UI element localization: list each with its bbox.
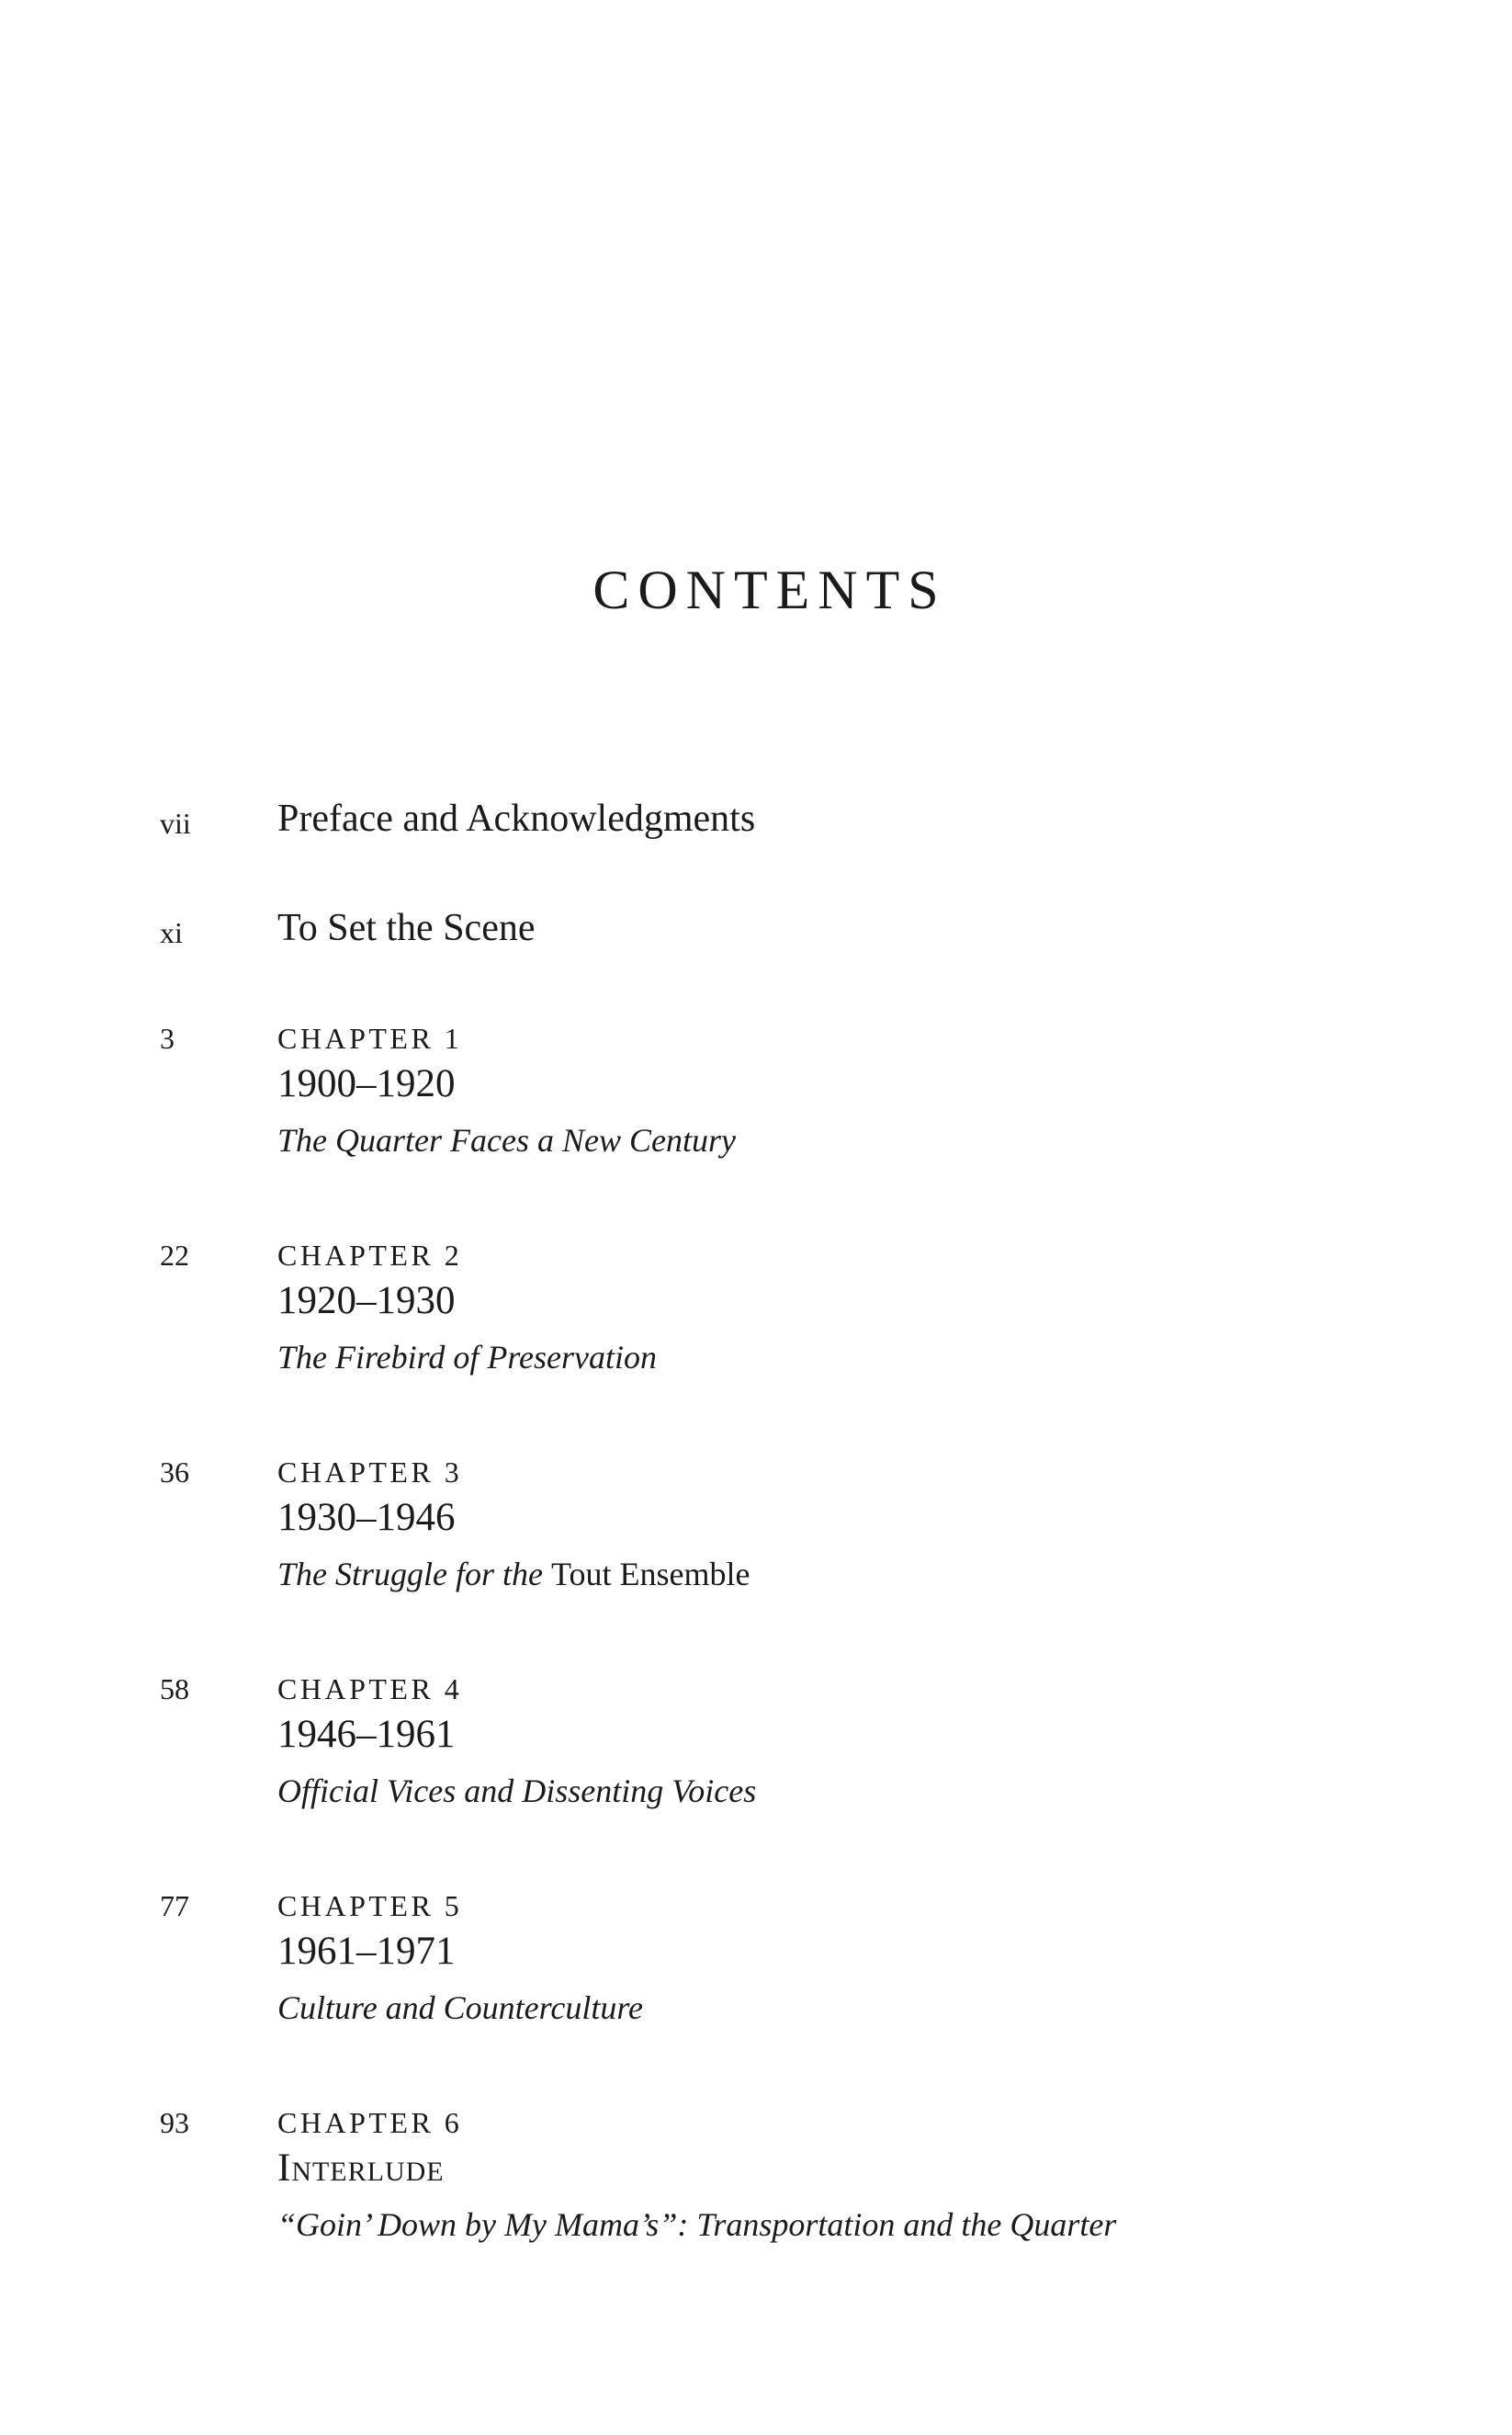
entry-title: Preface and Acknowledgments	[277, 798, 756, 840]
subtitle-text: The Quarter Faces a New Century	[277, 1122, 736, 1159]
chapter-label: CHAPTER 3	[277, 1455, 463, 1489]
page-number: vii	[160, 807, 191, 840]
chapter-subtitle	[277, 1774, 756, 1807]
subtitle-text: The Firebird of Preservation	[277, 1339, 657, 1376]
page-number: 36	[160, 1455, 189, 1489]
chapter-subtitle	[277, 1557, 750, 1591]
chapter-subtitle	[277, 1991, 643, 2024]
chapter-heading: 1900–1920	[277, 1062, 456, 1105]
subtitle-roman-text: Tout Ensemble	[550, 1556, 750, 1592]
chapter-heading: 1961–1971	[277, 1930, 456, 1973]
chapter-label: CHAPTER 6	[277, 2106, 463, 2139]
page-number: 93	[160, 2106, 189, 2139]
subtitle-text: Official Vices and Dissenting Voices	[277, 1772, 757, 1809]
chapter-heading: 1930–1946	[277, 1496, 456, 1539]
page-title: CONTENTS	[592, 560, 947, 620]
page-number: 3	[160, 1022, 175, 1055]
page-number: 58	[160, 1672, 189, 1705]
chapter-subtitle	[277, 1124, 736, 1157]
chapter-label: CHAPTER 1	[277, 1022, 463, 1055]
subtitle-text: Culture and Counterculture	[277, 1989, 643, 2026]
chapter-heading: 1920–1930	[277, 1279, 456, 1322]
subtitle-text: The Struggle for the	[277, 1556, 551, 1592]
page-number: xi	[160, 916, 183, 949]
chapter-label: CHAPTER 2	[277, 1239, 463, 1272]
page-number: 77	[160, 1889, 189, 1922]
page-number: 22	[160, 1239, 189, 1272]
entry-title: To Set the Scene	[277, 907, 536, 949]
chapter-label: CHAPTER 5	[277, 1889, 463, 1922]
chapter-subtitle	[277, 1341, 657, 1374]
subtitle-text: “Goin’ Down by My Mama’s”: Transportation and the Quarter	[277, 2206, 1117, 2243]
chapter-heading: 1946–1961	[277, 1713, 456, 1756]
chapter-subtitle	[277, 2208, 1116, 2241]
chapter-heading: Interlude	[277, 2146, 445, 2190]
chapter-label: CHAPTER 4	[277, 1672, 463, 1705]
